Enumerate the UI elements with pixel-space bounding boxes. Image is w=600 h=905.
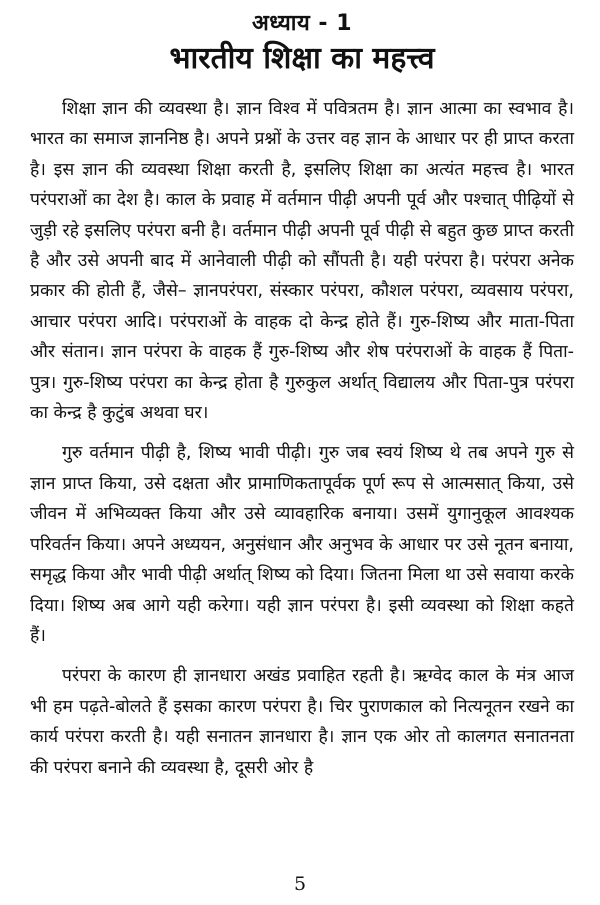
page-title: भारतीय शिक्षा का महत्त्व <box>169 41 435 76</box>
paragraph-3: परंपरा के कारण ही ज्ञानधारा अखंड प्रवाहित रहती है। ऋग्वेद काल के मंत्र आज भी हम पढ़ते-बोलते हैं इसका कारण परंपरा है। चिर पुराणकाल को नित्यनूतन रखने का कार्य परंपरा करती है। यही सनातन ज्ञानधारा है। ज्ञान एक ओर तो कालगत सनातनता की परंपरा बनाने की व्यवस्था है, दूसरी ओर है <box>30 666 574 778</box>
paragraph-1: शिक्षा ज्ञान की व्यवस्था है। ज्ञान विश्व में पवित्रतम है। ज्ञान आत्मा का स्वभाव है। भारत का समाज ज्ञाननिष्ठ है। अपने प्रश्नों के उत्तर वह ज्ञान के आधार पर ही प्राप्त करता है। इस ज्ञान की व्यवस्था शिक्षा करती है, इसलिए शिक्षा का अत्यंत महत्त्व है। भारत परंपराओं का देश है। काल के प्रवाह में वर्तमान पीढ़ी अपनी पूर्व और पश्चात् पीढ़ियों से जुड़ी रहे इसलिए परंपरा बनी है। वर्तमान पीढ़ी अपनी पूर्व पीढ़ी से बहुत कुछ प्राप्त करती है और उसे अपनी बाद में आनेवाली पीढ़ी को सौंपती है। यही परंपरा है। परंपरा अनेक प्रकार की होती हैं, जैसे– ज्ञानपरंपरा, संस्कार परंपरा, कौशल परंपरा, व्यवसाय परंपरा, आचार परंपरा आदि। परंपराओं के वाहक दो केन्द्र होते हैं। गुरु-शिष्य और माता-पिता और संतान। ज्ञान परंपरा के वाहक हैं गुरु-शिष्य और शेष परंपराओं के वाहक हैं पिता-पुत्र। गुरु-शिष्य परंपरा का केन्द्र होता है गुरुकुल अर्थात् विद्यालय और पिता-पुत्र परंपरा का केन्द्र है कुटुंब अथवा घर। <box>30 99 574 424</box>
page-number: 5 <box>293 873 307 895</box>
paragraph-2: गुरु वर्तमान पीढ़ी है, शिष्य भावी पीढ़ी। गुरु जब स्वयं शिष्य थे तब अपने गुरु से ज्ञान प्राप्त किया, उसे दक्षता और प्रामाणिकतापूर्वक पूर्ण रूप से आत्मसात् किया, उसे जीवन में अभिव्यक्त किया और उसे व्यावहारिक बनाया। उसमें युगानुकूल आवश्यक परिवर्तन किया। अपने अध्ययन, अनुसंधान और अनुभव के आधार पर उसे नूतन बनाया, समृद्ध किया और भावी पीढ़ी अर्थात् शिष्य को दिया। जितना मिला था उसे सवाया करके दिया। शिष्य अब आगे यही करेगा। यही ज्ञान परंपरा है। इसी व्यवस्था को शिक्षा कहते हैं। <box>30 443 574 646</box>
chapter-label: अध्याय - 1 <box>251 11 353 36</box>
